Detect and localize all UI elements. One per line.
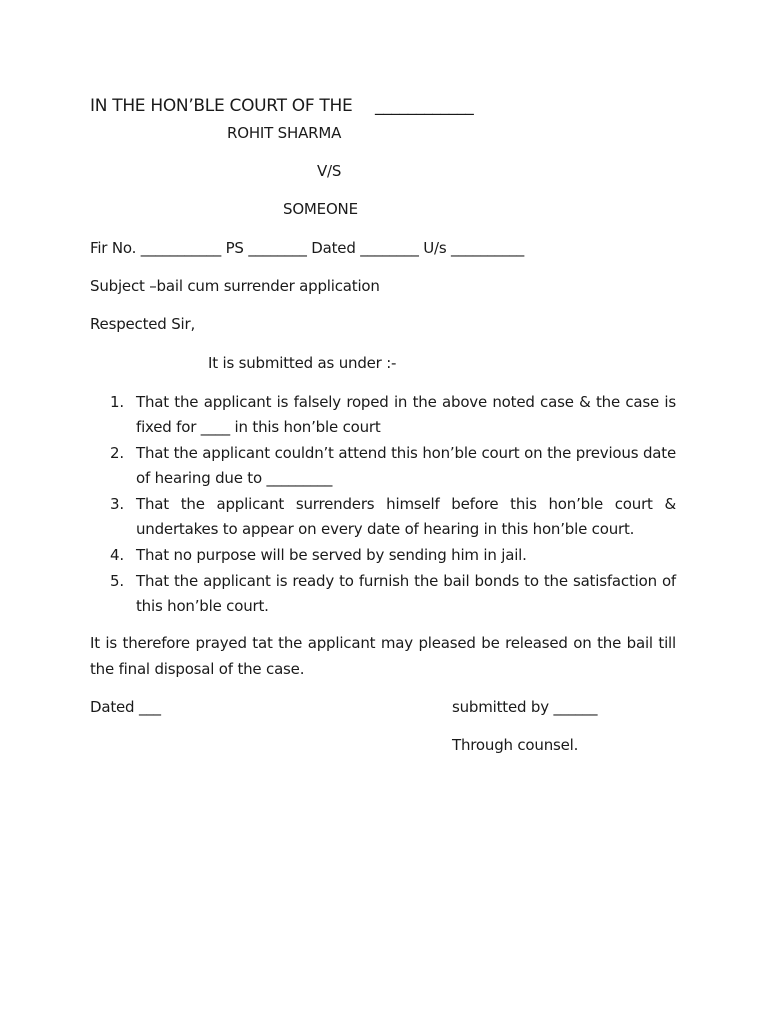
petitioner-name: ROHIT SHARMA [227,124,342,142]
court-name-blank: ____________ [375,96,474,116]
list-item [110,492,676,542]
subject-line: Subject –bail cum surrender application [90,277,380,295]
dated-line: Dated ___ [90,698,161,716]
list-item-number: 2. [110,444,124,462]
list-item [110,543,676,568]
court-title: IN THE HON’BLE COURT OF THE [90,96,353,116]
list-item-text: That the applicant couldn’t attend this hon’ble court on the previous date of hearing due to _________ [136,444,676,487]
submission-points-list [110,390,676,620]
list-item [110,569,676,619]
list-item-number: 4. [110,546,124,564]
intro-line: It is submitted as under :- [208,354,397,372]
versus-label: V/S [317,162,342,180]
list-item-text: That the applicant surrenders himself before this hon’ble court & undertakes to appear on every date of hearing in this hon’ble court. [136,495,676,538]
list-item-number: 5. [110,572,124,590]
list-item-number: 1. [110,393,124,411]
list-item [110,441,676,491]
list-item-text: That the applicant is ready to furnish the bail bonds to the satisfaction of this hon’ble court. [136,572,676,615]
prayer-paragraph: It is therefore prayed tat the applicant may pleased be released on the bail till the final disposal of the case. [90,634,676,678]
list-item [110,390,676,440]
list-item-number: 3. [110,495,124,513]
list-item-text: That the applicant is falsely roped in the above noted case & the case is fixed for ____ in this hon’ble court [136,393,676,436]
list-item-text: That no purpose will be served by sending him in jail. [136,546,527,564]
fir-details-line: Fir No. ___________ PS ________ Dated ________ U/s __________ [90,239,525,257]
through-counsel-line: Through counsel. [452,736,579,754]
respondent-name: SOMEONE [283,200,358,218]
salutation: Respected Sir, [90,315,196,333]
submitted-by-line: submitted by ______ [452,698,598,716]
